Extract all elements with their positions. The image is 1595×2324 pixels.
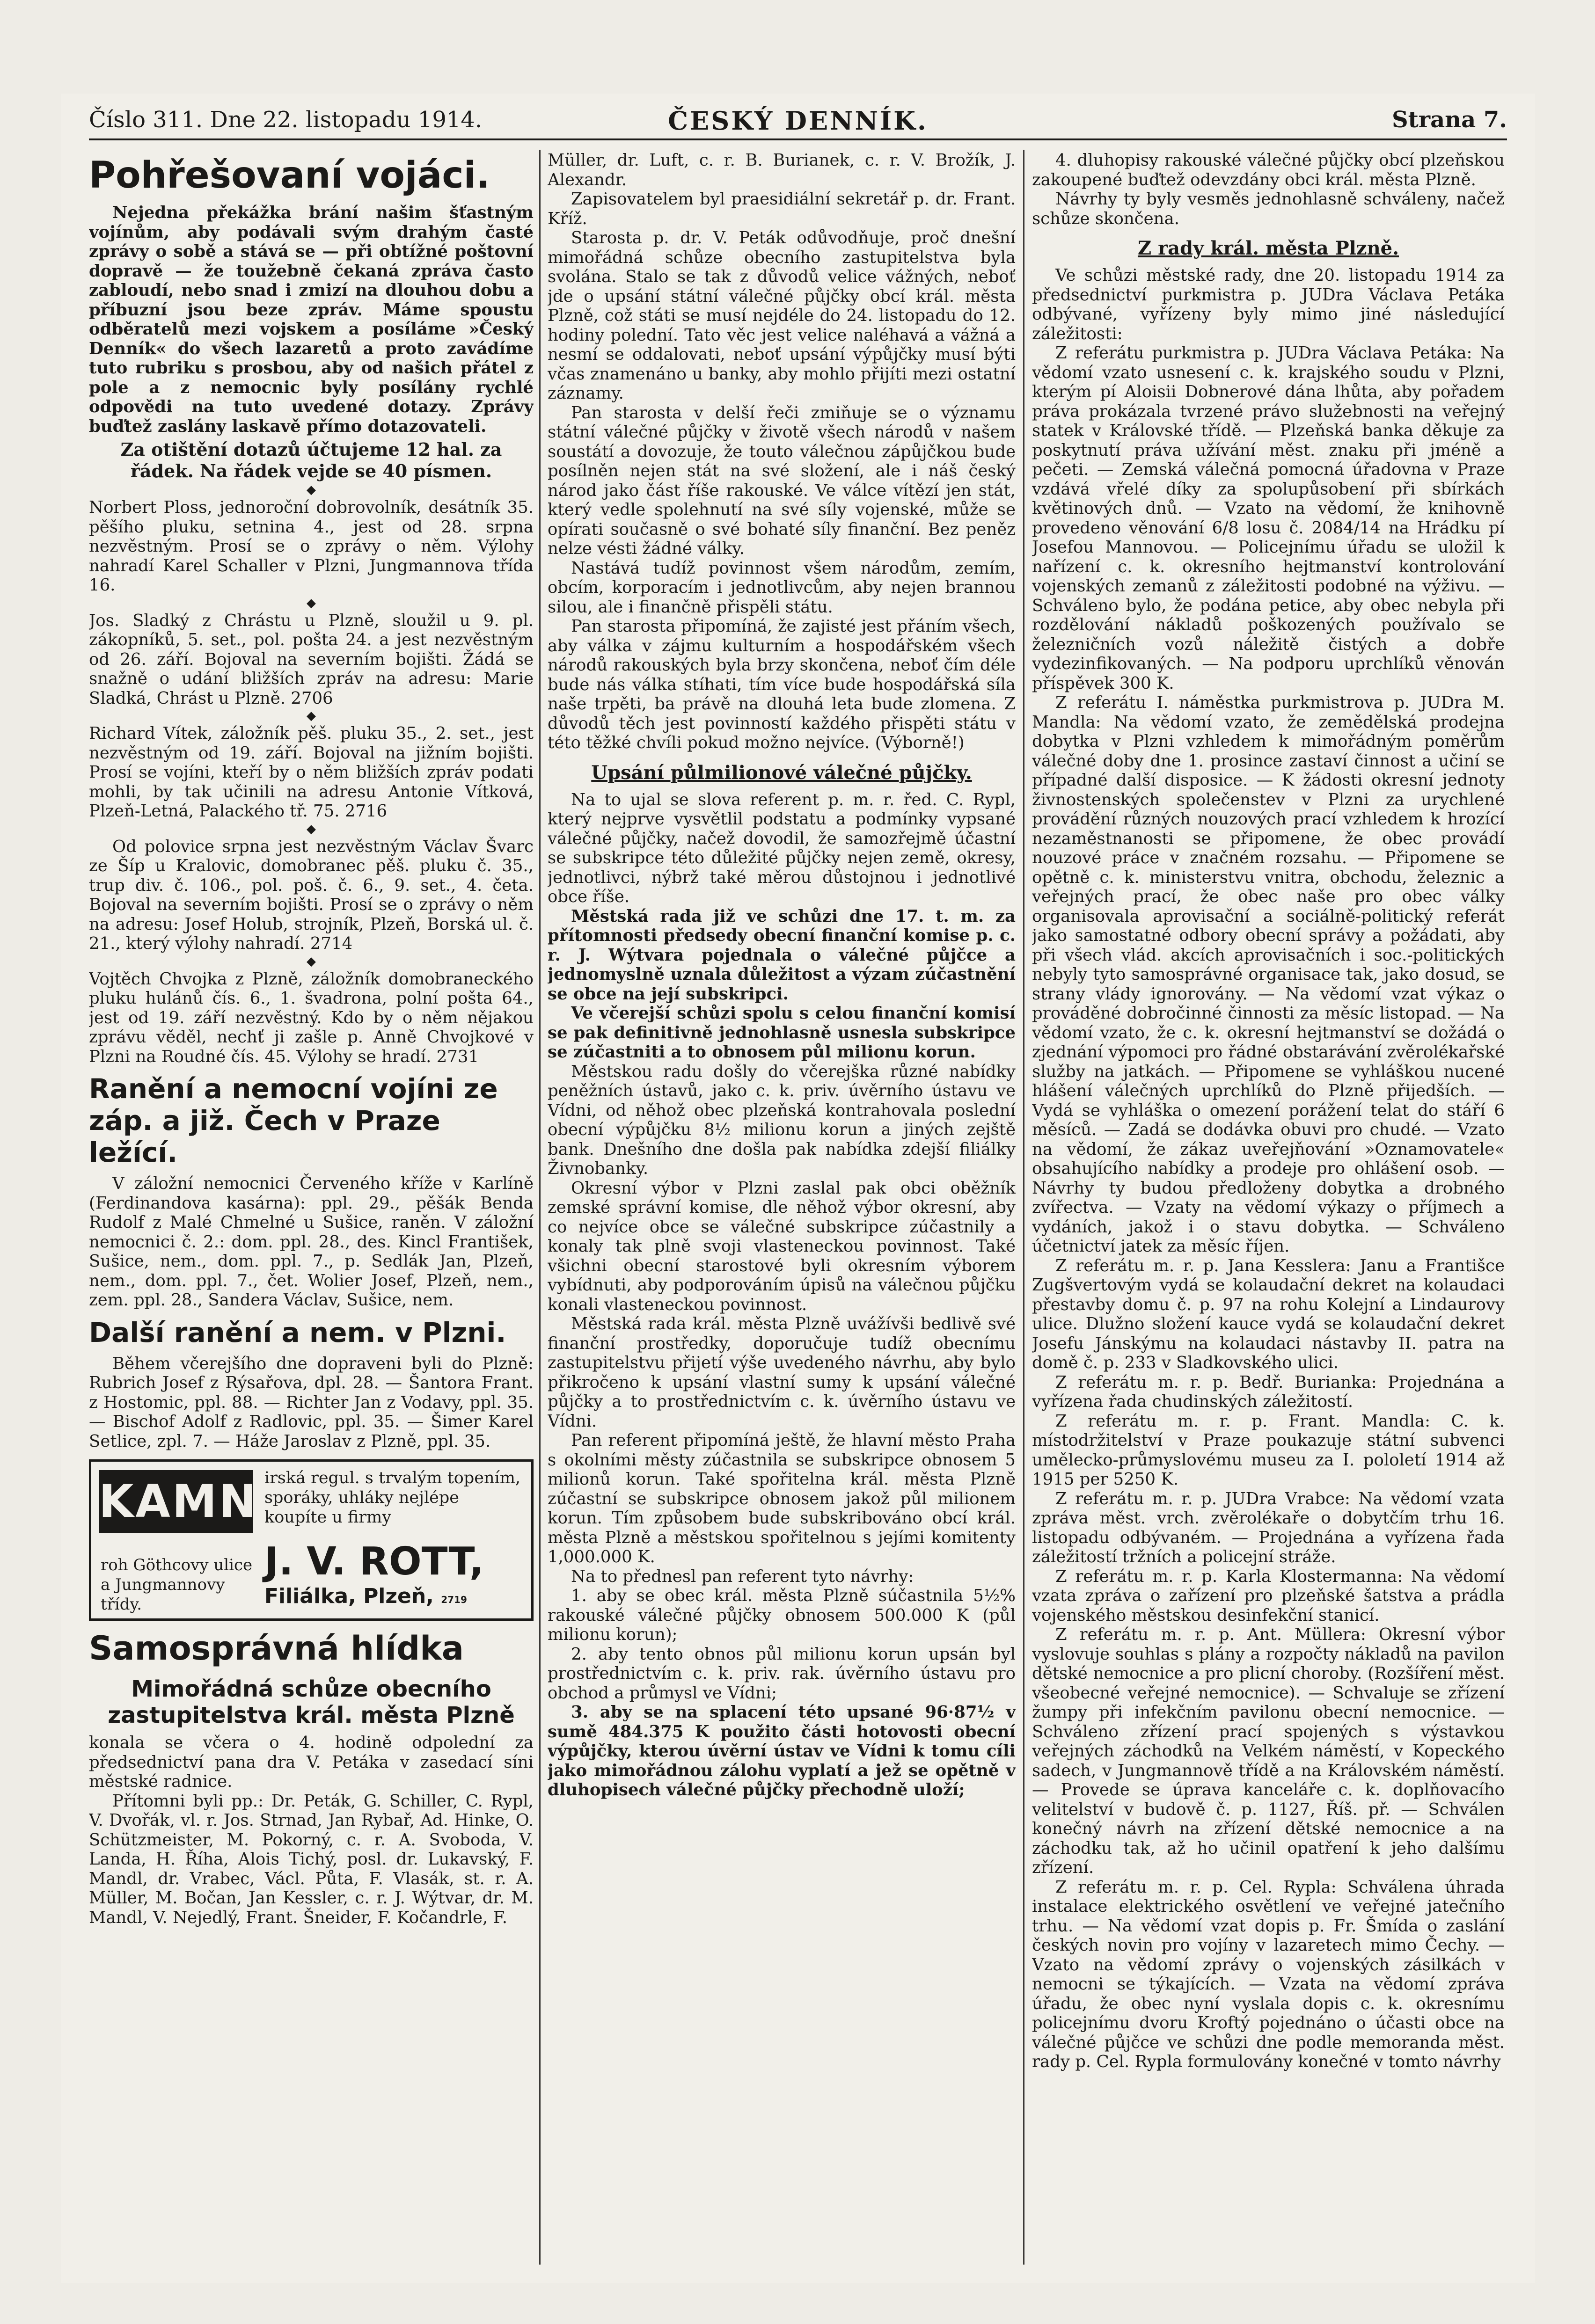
notice-item: Jos. Sladký z Chrástu u Plzně, sloužil u 9. pl. zákopníků, 5. set., pol. pošta 24. a jest nezvěstným od 26. září. Bojoval na severním bojišti. Žádá se snažně o udání bližších zpráv na adresu: Marie Sladká, Chrást u Plzně. 2706: [89, 611, 534, 708]
page-header: [89, 106, 1507, 140]
paragraph: Müller, dr. Luft, c. r. B. Burianek, c. r. V. Brožík, J. Alexandr.: [548, 151, 1016, 189]
subheading-city-council: Z rady král. města Plzně.: [1137, 237, 1399, 259]
column-rule-1: [539, 150, 541, 2265]
ad-address: roh Göthcovy ulice a Jungmannovy třídy.: [101, 1556, 253, 1614]
ad-code: 2719: [441, 1594, 467, 1605]
notice-item: Richard Vítek, záložník pěš. pluku 35., 2. set., jest nezvěstným od 19. září. Bojoval na jižním bojišti. Prosí se vojíni, kteří by o něm bližších zpráv podati mohli, by tak učinili na adresu Antonie Vítková, Plzeň-Letná, Palackého tř. 75. 2716: [89, 724, 534, 821]
paragraph: Nastává tudíž povinnost všem národům, zemím, obcím, korporacím i jednotlivcům, aby nejen brannou silou, ale i finančně přispěli státu.: [548, 558, 1016, 617]
paragraph: Ve schůzi městské rady, dne 20. listopadu 1914 za předsednictví purkmistra p. JUDra Václava Petáka odbývané, vyřízeny byly mimo jiné následující záležitosti:: [1032, 266, 1505, 343]
ad-logo: KAMNA: [99, 1470, 253, 1533]
paragraph: Z referátu m. r. p. JUDra Vrabce: Na vědomí vzata zpráva měst. vrch. zvěrolékaře o dobytčím trhu 16. listopadu odbývaném. — Projednána a vyřízena řada záležitostí tržních a policejní stráže.: [1032, 1489, 1505, 1566]
advertisement-rott: [89, 1459, 534, 1621]
paragraph: Ve včerejší schůzi spolu s celou finanční komisí se pak definitivně jednohlasně usnesla subskripce se zúčastniti a to obnosem půl milionu korun.: [548, 1004, 1016, 1062]
plzen-list: Během včerejšího dne dopraveni byli do Plzně: Rubrich Josef z Rýsařova, dpl. 28. — Šantora Frant. z Hostomic, ppl. 88. — Richter Jan z Vodavy, ppl. 35. — Bischof Adolf z Radlovic, ppl. 35. — Šimer Karel Setlice, zpl. 7. — Háže Jaroslav z Plzně, ppl. 35.: [89, 1354, 534, 1451]
paragraph: Na to ujal se slova referent p. m. r. řed. C. Rypl, který nejprve vysvětlil podstatu a podmínky vypsané válečné půjčky, načež dovodil, že samozřejmě účastní se subskripce této důležité půjčky nejen země, okresy, jednotlivci, nýbrž také měrou důstojnou i jednotlivé obce říše.: [548, 790, 1016, 906]
paragraph: Městská rada král. města Plzně uvážívši bedlivě své finanční prostředky, doporučuje tudíž obecnímu zastupitelstvu přijetí výše uvedeného návrhu, aby bylo přikročeno k upsání vlastní sumy k upsání válečné půjčky a to prostřednictvím c. k. úvěrního ústavu ve Vídni.: [548, 1314, 1016, 1431]
paragraph: Z referátu m. r. p. Karla Klostermanna: Na vědomí vzata zpráva o zařízení pro plzeňské šatstva a prádla vojenského městskou desinfekční stanicí.: [1032, 1566, 1505, 1625]
attendees-paragraph: Přítomni byli pp.: Dr. Peták, G. Schiller, C. Rypl, V. Dvořák, vl. r. Jos. Strnad, Jan Rybař, Ad. Hinke, O. Schützmeister, M. Pokorný, c. r. A. Svoboda, V. Landa, H. Říha, Alois Tichý, posl. dr. Lukavský, F. Mandl, dr. Vrabec, Václ. Půta, F. Vlasák, st. r. A. Müller, M. Bočan, Jan Kessler, c. r. J. Wýtvar, dr. M. Mandl, V. Nejedlý, Frant. Šneider, F. Kočandrle, F.: [89, 1791, 534, 1927]
paragraph: Návrhy ty byly vesměs jednohlasně schváleny, načež schůze skončena.: [1032, 189, 1505, 228]
meeting-paragraph: konala se včera o 4. hodině odpolední za předsednictví pana dra V. Petáka v zasedací síni městské radnice.: [89, 1733, 534, 1791]
ad-branch: Filiálka, Plzeň, 2719: [264, 1584, 467, 1608]
sub-heading-extraordinary-meeting: Mimořádná schůze obecního zastupitelstva král. města Plzně: [108, 1676, 515, 1728]
issue-date: Číslo 311. Dne 22. listopadu 1914.: [89, 107, 483, 133]
subheading-loan: Upsání půlmilionové válečné půjčky.: [591, 761, 972, 784]
section-heading-wounded-prague: Ranění a nemocní vojíni ze záp. a již. Čech v Praze ležící.: [89, 1073, 498, 1168]
paragraph: Na to přednesl pan referent tyto návrhy:: [571, 1566, 914, 1586]
paragraph: Z referátu purkmistra p. JUDra Václava Petáka: Na vědomí vzato usnesení c. k. krajského soudu v Plzni, kterým pí Aloisii Dobnerové dána lhůta, aby pořadem práva prokázala tvrzené právo služebnosti na veřejný statek v Královské třídě. — Plzeňská banka děkuje za poskytnutí práva užívání měst. znaku při jméně a pečeti. — Zemská válečná pomocná úřadovna v Praze vzdává vřelé díky za spolupůsobení při sbírkách květinových dnů. — Vzato na vědomí, že knihovně provedeno věnování 6/8 losu č. 2084/14 na Hrádku pí Josefou Mannovou. — Policejnímu úřadu se uložil k nařízení c. k. okresního hejtmanství kontrolování vojenských zemanů z záležitosti podobné na výživu. — Schváleno bylo, že podána petice, aby obec nebyla při rozdělování nákladů poškozených používalo se železničních vozů náležitě čistých a dobře vydezinfikovaných. — Na podporu uprchlíků věnován příspěvek 300 K.: [1032, 343, 1505, 693]
proposal-3: 3. aby se na splacení této upsané 96·87½ v sumě 484.375 K použito části hotovosti obecní výpůjčky, kterou úvěrní ústav ve Vídni k tomu cíli jako mimořádnou zálohu vyplatí a jež se opětně v dluhopisech válečné půjčky přechodně uloží;: [548, 1703, 1016, 1799]
column-3: [1032, 151, 1505, 2266]
wounded-list: V záložní nemocnici Červeného kříže v Karlíně (Ferdinandova kasárna): ppl. 29., pěšák Benda Rudolf z Malé Chmelné u Sušice, raněn. V záložní nemocnici č. 2.: dom. ppl. 28., des. Kincl František, Sušice, nem., dom. ppl. 7., p. Sedlák Jan, Plzeň, nem., dom. ppl. 7., čet. Wolier Josef, Plzeň, nem., zem. ppl. 28., Sandera Václav, Sušice, nem.: [89, 1174, 534, 1310]
proposal-2: 2. aby tento obnos půl milionu korun upsán byl prostřednictvím c. k. priv. rak. úvěrního ústavu pro obchod a průmysl ve Vídni;: [548, 1644, 1016, 1703]
separator-star: ◆: [307, 709, 316, 723]
paragraph: Z referátu m. r. p. Cel. Rypla: Schválena úhrada instalace elektrického osvětlení ve veřejné jatečního trhu. — Na vědomí vzat dopis p. Fr. Šmída o zaslání českých novin pro vojíny v lazaretech mimo Čechy. — Vzato na vědomí zprávy o vojenských zásilkách v nemocni se týkajících. — Vzata na vědomí zpráva úřadu, že obec nyní vyslala dopis c. k. okresnímu policejnímu dvoru Kroftý pojednáno o účasti obce na válečné půjčce ve schůzi dne podle memoranda měst. rady p. Cel. Rypla formulovány konečné v tomto návrhy: [1032, 1877, 1505, 2071]
paragraph: Z referátu I. náměstka purkmistrova p. JUDra M. Mandla: Na vědomí vzato, že zemědělská prodejna dobytka v Plzni vzhledem k mimořádným poměrům válečné doby dne 1. prosince zastaví činnost a učiní se případné další disposice. — K žádosti okresní jednoty živnostenských společenstev v Plzni za urychlené provádění různých nouzových prací vzhledem k hrozící nezaměstnanosti se připomene, že obec provádí nouzové práce v značném rozsahu. — Připomene se opětně c. k. ministerstvu vnitra, obchodu, železnic a veřejných prací, že obec naše pro obec války organisovala aprovisační a sociálně-politický referát jako samostatné odbory obecní správy a požádati, aby při všech vlád. akcích aprovisačních i soc.-politických nebyly tyto samosprávné organisace tak, jako dosud, se strany vlády ignorovány. — Na vědomí vzat výkaz o prováděné dobročinné činnosti za měsíc listopad. — Na vědomí vzato, že c. k. okresní hejtmanství se dožádá o zjednání výpomoci pro řádné obstarávání zvěrolékařské služby na jatkách. — Připomene se vyhláškou nucené hlášení válečných uprchlíků do Plzně přijedších. — Vydá se vyhláška o omezení porážení telat do stáří 6 měsíců. — Zadá se dodávka obuvi pro chudé. — Vzato na vědomí, že zákaz uveřejňování »Oznamovatele« obsahujícího nabídky a prodeje pro ohlášení osob. — Návrhy ty budou předloženy dobytka a drobného zvířectva. — Vzaty na vědomí výkazy o příjmech a vydáních, jakož i o stavu dobytka. — Schváleno účetnictví jatek za měsíc říjen.: [1032, 693, 1505, 1256]
column-2: [548, 151, 1016, 2266]
newspaper-title: ČESKÝ DENNÍK.: [668, 106, 928, 136]
page-number: Strana 7.: [1391, 107, 1507, 133]
paragraph: Pan starosta v delší řeči zmiňuje se o významu státní válečné půjčky v životě všech národů v našem soustátí a dovozuje, že touto válečnou zápůjčkou bude posílněn nejen stát na své složení, ale i náš český národ jako část říše rakouské. Ve válce vítězí jen stát, který vedle spolehnutí na své síly vojenské, může se opírati současně o své bohaté síly finanční. Bez peněz nelze vésti žádné války.: [548, 403, 1016, 558]
ad-company-name: J. V. ROTT,: [264, 1539, 484, 1584]
proposal-4: 4. dluhopisy rakouské válečné půjčky obcí plzeňskou zakoupené buďtež odevzdány obci král. města Plzně.: [1032, 151, 1505, 189]
notice-item: Norbert Ploss, jednoroční dobrovolník, desátník 35. pěšího pluku, setnina 4., jest od 28. srpna nezvěstným. Prosí se o zprávy o něm. Výlohy nahradí Karel Schaller v Plzni, Jungmannova třída 16.: [89, 498, 534, 595]
separator-star: ◆: [307, 954, 316, 969]
paragraph: Zapisovatelem byl praesidiální sekretář p. dr. Frant. Kříž.: [548, 189, 1016, 228]
paragraph: Městská rada již ve schůzi dne 17. t. m. za přítomnosti předsedy obecní finanční komise p. c. r. J. Wýtvara pojednala o válečné půjčce a jednomyslně uznala důležitost a výzam zúčastnění se obce na její subskripci.: [548, 906, 1016, 1004]
column-1: [89, 151, 534, 2266]
separator-star: ◆: [307, 596, 316, 610]
ad-text: irská regul. s trvalým topením, sporáky, uhláky nejlépe koupíte u firmy: [264, 1469, 521, 1527]
column-rule-2: [1023, 150, 1024, 2265]
section-heading-self-government: Samosprávná hlídka: [89, 1629, 464, 1668]
section-heading-wounded-plzen: Další ranění a nem. v Plzni.: [89, 1316, 506, 1348]
pricing-note: Za otištění dotazů účtujeme 12 hal. za řádek. Na řádek vejde se 40 písmen.: [120, 439, 502, 481]
paragraph: Starosta p. dr. V. Peták odůvodňuje, proč dnešní mimořádná schůze obecního zastupitelstva byla svolána. Stalo se tak z důvodů velice vážných, neboť jde o upsání státní válečné půjčky obcí král. města Plzně, což státi se musí nejdéle do 24. listopadu do 12. hodiny polední. Tato věc jest velice naléhavá a vážná a nesmí se oddalovati, neboť upsání výpůjčky musí býti včas znamenáno u banky, aby mohlo přijíti mezi ostatní záznamy.: [548, 228, 1016, 403]
paragraph: Okresní výbor v Plzni zaslal pak obci oběžník zemské správní komise, dle něhož výbor okresní, aby co nejvíce obce se válečné subskripce zúčastnily a konaly tak plně svoji vlasteneckou povinnost. Také všichni obecní starostové byli okresním výborem vybídnuti, aby podporováním úpisů na válečnou půjčku konali vlasteneckou povinnost.: [548, 1178, 1016, 1314]
notice-item: Od polovice srpna jest nezvěstným Václav Švarc ze Šíp u Kralovic, domobranec pěš. pluku č. 35., trup div. č. 106., pol. poš. č. 6., 9. set., 4. četa. Bojoval na severním bojišti. Prosí se o zprávy o něm na adresu: Josef Holub, strojník, Plzeň, Borská ul. č. 21., který výlohy nahradí. 2714: [89, 837, 534, 953]
paragraph: Z referátu m. r. p. Ant. Müllera: Okresní výbor vyslovuje souhlas s plány a rozpočty nákladů na pavilon dětské nemocnice a pro plicní choroby. (Rozšíření měst. všeobecné veřejné nemocnice). — Schvaluje se zřízení žumpy při infekčním pavilonu obecní nemocnice. — Schváleno zřízení prací spojených s výstavkou veřejných záchodků na Velkém náměstí, v Kopeckého sadech, v Jungmannově třídě a na Královském náměstí. — Provede se úprava kanceláře c. k. doplňovacího velitelství v budově č. p. 1127, Říš. př. — Schválen konečný návrh na zřízení dětské nemocnice a na záchodku tak, až ho učinil opatření k jeho dalšímu zřízení.: [1032, 1625, 1505, 1877]
separator-star: ◆: [307, 822, 316, 836]
separator-star: ◆: [307, 483, 316, 497]
proposal-1: 1. aby se obec král. města Plzně súčastnila 5½% rakouské válečné půjčky obnosem 500.000 K (půl milionu korun);: [548, 1586, 1016, 1644]
paragraph: Pan starosta připomíná, že zajisté jest přáním všech, aby válka v zájmu kulturním a hospodářském všech národů rakouských byla brzy skončena, neboť čím déle bude nás válka stíhati, tím více bude hospodářská síla naše trpěti, ba právě na dlouhá leta bude zlomena. Z důvodů těch jest povinností každého přispěti státu v této těžké chvíli pokud možno nejvíce. (Výborně!): [548, 617, 1016, 752]
paragraph: Z referátu m. r. p. Jana Kesslera: Janu a Františce Zugšvertovým vydá se kolaudační dekret na kolaudaci přestavby domu č. p. 97 na rohu Kolejní a Lindaurovy ulice. Dlužno složení kauce vydá se kolaudační dekret Josefu Jánskýmu na kolaudaci nástavby II. patra na domě č. p. 233 v Sladkovského ulici.: [1032, 1256, 1505, 1372]
paragraph: Městskou radu došly do včerejška různé nabídky peněžních ústavů, jako c. k. priv. úvěrního ústavu ve Vídni, od něhož obec plzeňská kontrahovala poslední obecní výpůjčku 8½ milionu korun a jiných zejště bank. Dnešního dne došla pak nabídka zdejší filiálky Živnobanky.: [548, 1062, 1016, 1178]
paragraph: Z referátu m. r. p. Frant. Mandla: C. k. místodržitelství v Praze poukazuje státní subvenci umělecko-průmyslovému museu za I. pololetí 1914 až 1915 per 5250 K.: [1032, 1411, 1505, 1489]
section-heading-missing-soldiers: Pohřešovaní vojáci.: [89, 154, 490, 197]
paragraph: Pan referent připomíná ještě, že hlavní město Praha s okolními městy zúčastnila se subskripce obnosem 5 milionů korun. Také spořitelna král. města Plzně zúčastní se subskripce obnosem jakož půl milionem korun. Tím způsobem bude subskribováno obcí král. města Plzně a městskou spořitelnou s jejími komitenty 1,000.000 K.: [548, 1431, 1016, 1566]
notice-item: Vojtěch Chvojka z Plzně, záložník domobraneckého pluku hulánů čís. 6., 1. švadrona, polní pošta 64., jest od 19. září nezvěstný. Kdo by o něm nějakou zprávu věděl, nechť ji zašle p. Anně Chvojkové v Plzni na Roudné čís. 45. Výlohy se hradí. 2731: [89, 969, 534, 1066]
intro-paragraph: Nejedna překážka brání našim šťastným vojínům, aby podávali svým drahým časté zprávy o sobě a stává se — při obtížné poštovní dopravě — že toužebně čekaná zpráva často zabloudí, nebo snad i zmizí na dlouhou dobu a příbuzní jsou beze zpráv. Máme spoustu odběratelů mezi vojskem a posíláme »Český Denník« do všech lazaretů a proto zavádíme tuto rubriku s prosbou, aby od našich přátel z pole a z nemocnic byly posílány rychlé odpovědi na tuto uvedené dotazy. Zprávy buďtež zaslány laskavě přímo dotazovateli.: [89, 203, 534, 436]
paragraph: Z referátu m. r. p. Bedř. Burianka: Projednána a vyřízena řada chudinských záležitostí.: [1032, 1372, 1505, 1411]
